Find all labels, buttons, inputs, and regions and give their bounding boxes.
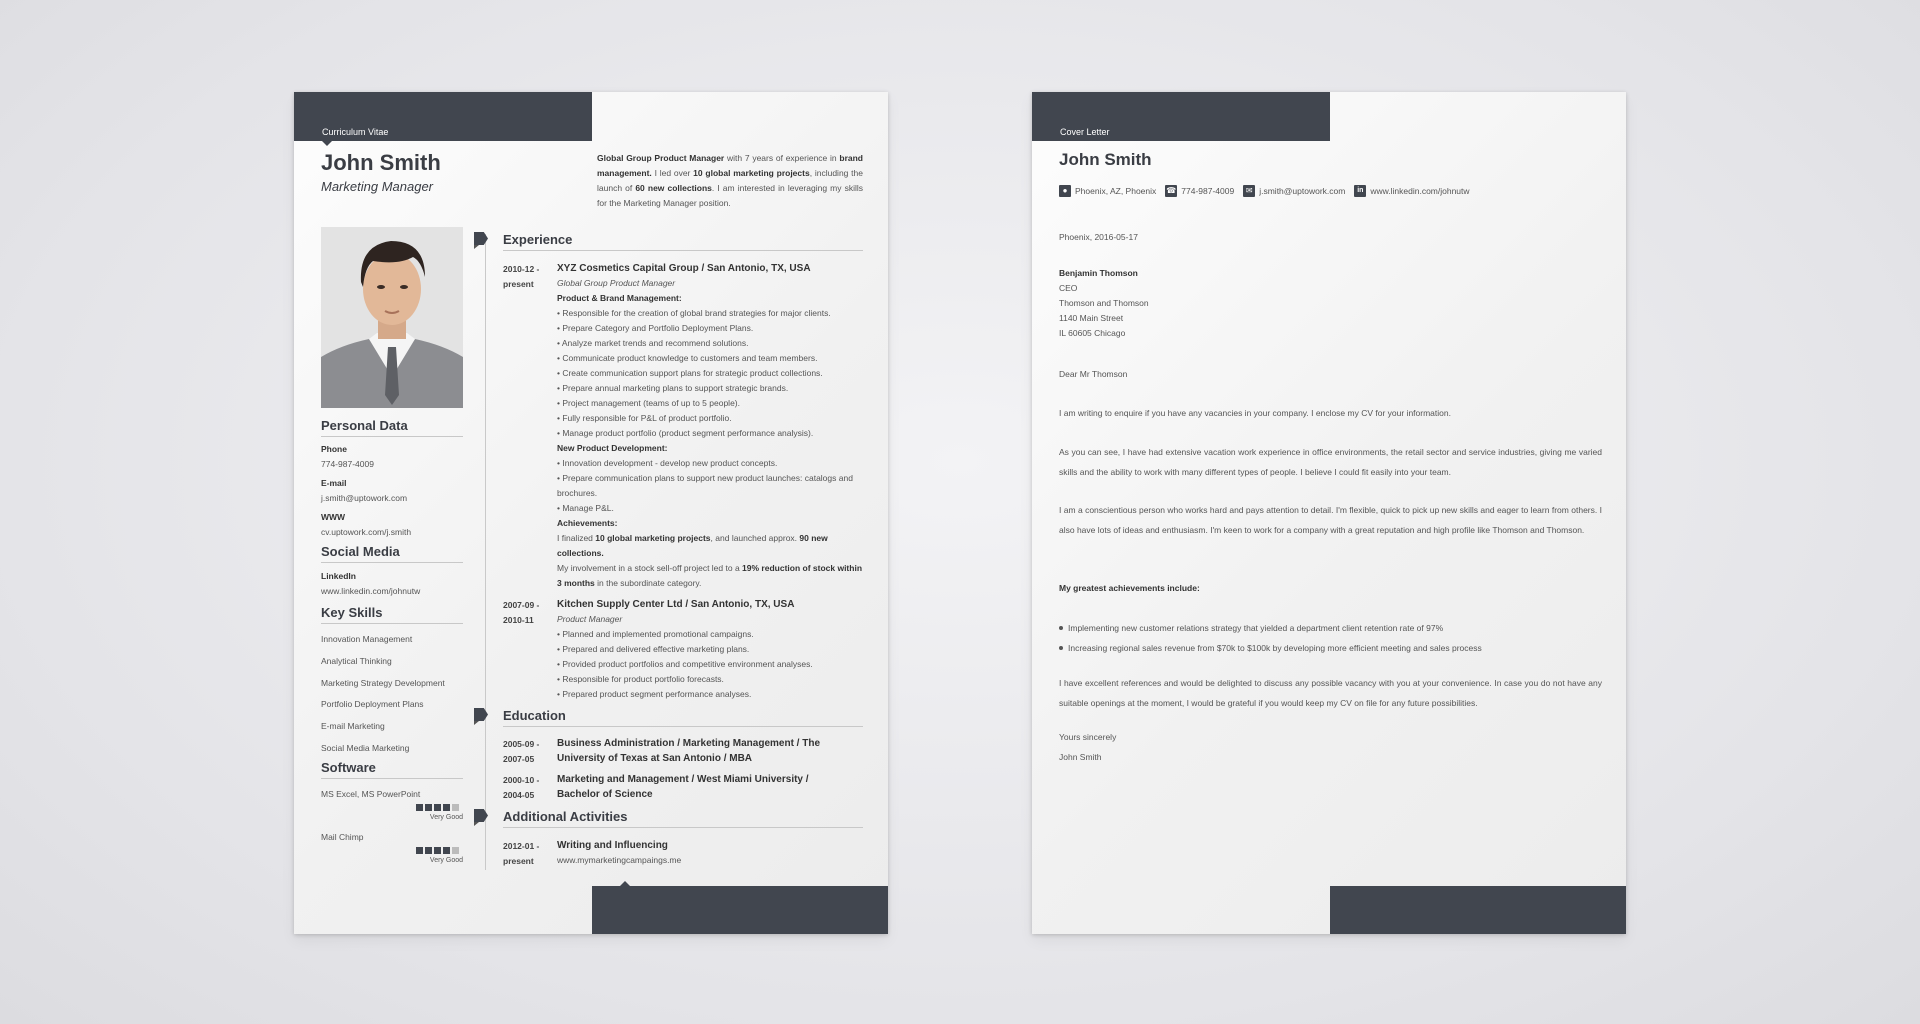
activity-entry: Writing and Influencing www.mymarketingcampaings.me bbox=[557, 840, 682, 865]
job-title: XYZ Cosmetics Capital Group / San Antonio, TX, USA bbox=[557, 263, 811, 274]
cl-paragraph: I am a conscientious person who works hard and pays attention to detail. I'm flexible, quick to pick up new skills and eager to learn from others. I also have lots of ideas and enthusiasm. I'm keen to work for a company with a great reputation and high profile like Thomson and Thomson. bbox=[1059, 505, 1602, 535]
job-title: Kitchen Supply Center Ltd / San Antonio, TX, USA bbox=[557, 599, 795, 610]
cv-name: John Smith bbox=[321, 150, 441, 175]
skill-item: Innovation Management bbox=[321, 634, 413, 644]
cover-letter-page bbox=[1032, 92, 1626, 934]
software-rating bbox=[416, 804, 459, 811]
software-rating bbox=[416, 847, 459, 854]
cl-paragraph: I am writing to enquire if you have any vacancies in your company. I enclose my CV for your information. bbox=[1059, 408, 1451, 418]
linkedin-label: LinkedIn bbox=[321, 571, 356, 581]
software-item: Mail Chimp bbox=[321, 832, 364, 842]
cl-location: Phoenix, AZ, Phoenix bbox=[1075, 186, 1157, 196]
cl-email: j.smith@uptowork.com bbox=[1259, 186, 1346, 196]
personal-data-heading: Personal Data bbox=[321, 418, 463, 437]
social-media-heading: Social Media bbox=[321, 544, 463, 563]
header-notch bbox=[322, 141, 332, 146]
contact-row bbox=[1059, 185, 1479, 197]
education-entry: Marketing and Management / West Miami University / Bachelor of Science bbox=[557, 774, 809, 800]
cl-phone: 774-987-4009 bbox=[1181, 186, 1235, 196]
cv-job-title: Marketing Manager bbox=[321, 179, 433, 194]
cl-linkedin: www.linkedin.com/johnutw bbox=[1370, 186, 1470, 196]
email-value: j.smith@uptowork.com bbox=[321, 493, 408, 503]
skill-item: Portfolio Deployment Plans bbox=[321, 699, 424, 709]
footer-notch bbox=[620, 881, 630, 886]
cl-paragraph: I have excellent references and would be delighted to discuss any possible vacancy with you at your convenience. In case you do not have any suitable openings at the moment, I would be grateful if you would keep my CV on file for any future possibilities. bbox=[1059, 678, 1602, 708]
phone-label: Phone bbox=[321, 444, 347, 454]
cv-page bbox=[294, 92, 888, 934]
cv-header-label: Curriculum Vitae bbox=[322, 127, 389, 137]
key-skills-heading: Key Skills bbox=[321, 605, 463, 624]
education-heading: Education bbox=[503, 708, 863, 727]
cl-achievement-item: Increasing regional sales revenue from $70k to $100k by developing more efficient meeting and sales process bbox=[1059, 643, 1482, 653]
profile-photo bbox=[321, 227, 463, 408]
timeline-line bbox=[485, 234, 486, 870]
www-value: cv.uptowork.com/j.smith bbox=[321, 527, 412, 537]
cl-date-line: Phoenix, 2016-05-17 bbox=[1059, 232, 1138, 242]
skill-item: Analytical Thinking bbox=[321, 656, 392, 666]
cl-name: John Smith bbox=[1059, 150, 1152, 169]
linkedin-value: www.linkedin.com/johnutw bbox=[321, 586, 421, 596]
cl-header-label: Cover Letter bbox=[1060, 127, 1110, 137]
skill-item: Marketing Strategy Development bbox=[321, 678, 445, 688]
cl-paragraph: As you can see, I have had extensive vacation work experience in office environments, the retail sector and service industries, giving me varied skills and the ability to work with many different types of people. I believe I could fit easily into your team. bbox=[1059, 447, 1602, 477]
cl-footer-band bbox=[1330, 886, 1626, 934]
phone-icon: ☎ bbox=[1166, 186, 1177, 195]
cl-header-band bbox=[1032, 92, 1330, 141]
email-icon: ✉ bbox=[1243, 185, 1255, 197]
skill-item: Social Media Marketing bbox=[321, 743, 410, 753]
email-label: E-mail bbox=[321, 478, 347, 488]
cv-footer-band bbox=[592, 886, 888, 934]
cv-summary: Global Group Product Manager with 7 years of experience in brand management. I led over 10 global marketing projects, including the launch of 60 new collections. I am interested in leveraging my skills for the Marketing Manager position. bbox=[597, 153, 864, 208]
phone-value: 774-987-4009 bbox=[321, 459, 374, 469]
activities-heading: Additional Activities bbox=[503, 809, 863, 828]
job-date: 2007-09 - 2010-11 bbox=[503, 600, 540, 625]
cl-signature: John Smith bbox=[1059, 752, 1102, 762]
experience-heading: Experience bbox=[503, 232, 863, 251]
job-date: 2010-12 - present bbox=[503, 264, 540, 289]
cv-header-band bbox=[294, 92, 592, 141]
software-level: Very Good bbox=[429, 857, 463, 864]
cl-achievements-heading: My greatest achievements include: bbox=[1059, 583, 1200, 593]
cl-recipient: Benjamin Thomson CEO Thomson and Thomson 1140 Main Street IL 60605 Chicago bbox=[1059, 268, 1149, 338]
linkedin-icon: in bbox=[1354, 185, 1366, 197]
cl-salutation: Dear Mr Thomson bbox=[1059, 369, 1128, 379]
job-entry: XYZ Cosmetics Capital Group / San Antonio, TX, USA Global Group Product Manager Product & Brand Management: • Responsible for the creation of global brand strategies for major clients. • Prepare Category and Portfolio Deployment Plans. • Analyze market trends and recommend solutions. • Communicate product knowledge to customers and team members. • Create communication support plans for strategic product collections. • Prepare annual marketing plans to support strategic brands. • Project management (teams of up to 5 people). • Fully responsible for P&L of product portfolio. • Manage product portfolio (product segment performance analysis). New Product Development: • Innovation development - develop new product concepts. • Prepare communication plans to support new product launches: catalogs and brochures. • Manage P&L. Achievements: I finalized 10 global marketing projects, and launched approx. 90 new collections. My involvement in a stock sell-off project led to a 19% reduction of stock within 3 months in the subordinate category. bbox=[557, 261, 867, 591]
activity-date: 2012-01 - present bbox=[503, 841, 540, 866]
www-label: WWW bbox=[321, 512, 346, 522]
cl-achievement-item: Implementing new customer relations strategy that yielded a department client retention rate of 97% bbox=[1059, 623, 1443, 633]
cl-closing: Yours sincerely bbox=[1059, 732, 1117, 742]
location-pin-icon: ● bbox=[1059, 185, 1071, 197]
software-heading: Software bbox=[321, 760, 463, 779]
job-role: Product Manager bbox=[557, 614, 623, 624]
software-level: Very Good bbox=[429, 814, 463, 821]
education-date: 2005-09 - 2007-05 bbox=[503, 739, 540, 764]
job-entry: Kitchen Supply Center Ltd / San Antonio, TX, USA Product Manager • Planned and implemented promotional campaigns. • Prepared and delivered effective marketing plans. • Provided product portfolios and competitive environment analyses. • Responsible for product portfolio forecasts. • Prepared product segment performance analyses. bbox=[557, 597, 867, 702]
job-role: Global Group Product Manager bbox=[557, 278, 676, 288]
education-entry: Business Administration / Marketing Management / The University of Texas at San Antonio / MBA bbox=[557, 738, 821, 764]
education-date: 2000-10 - 2004-05 bbox=[503, 775, 540, 800]
software-item: MS Excel, MS PowerPoint bbox=[321, 789, 421, 799]
skill-item: E-mail Marketing bbox=[321, 721, 385, 731]
